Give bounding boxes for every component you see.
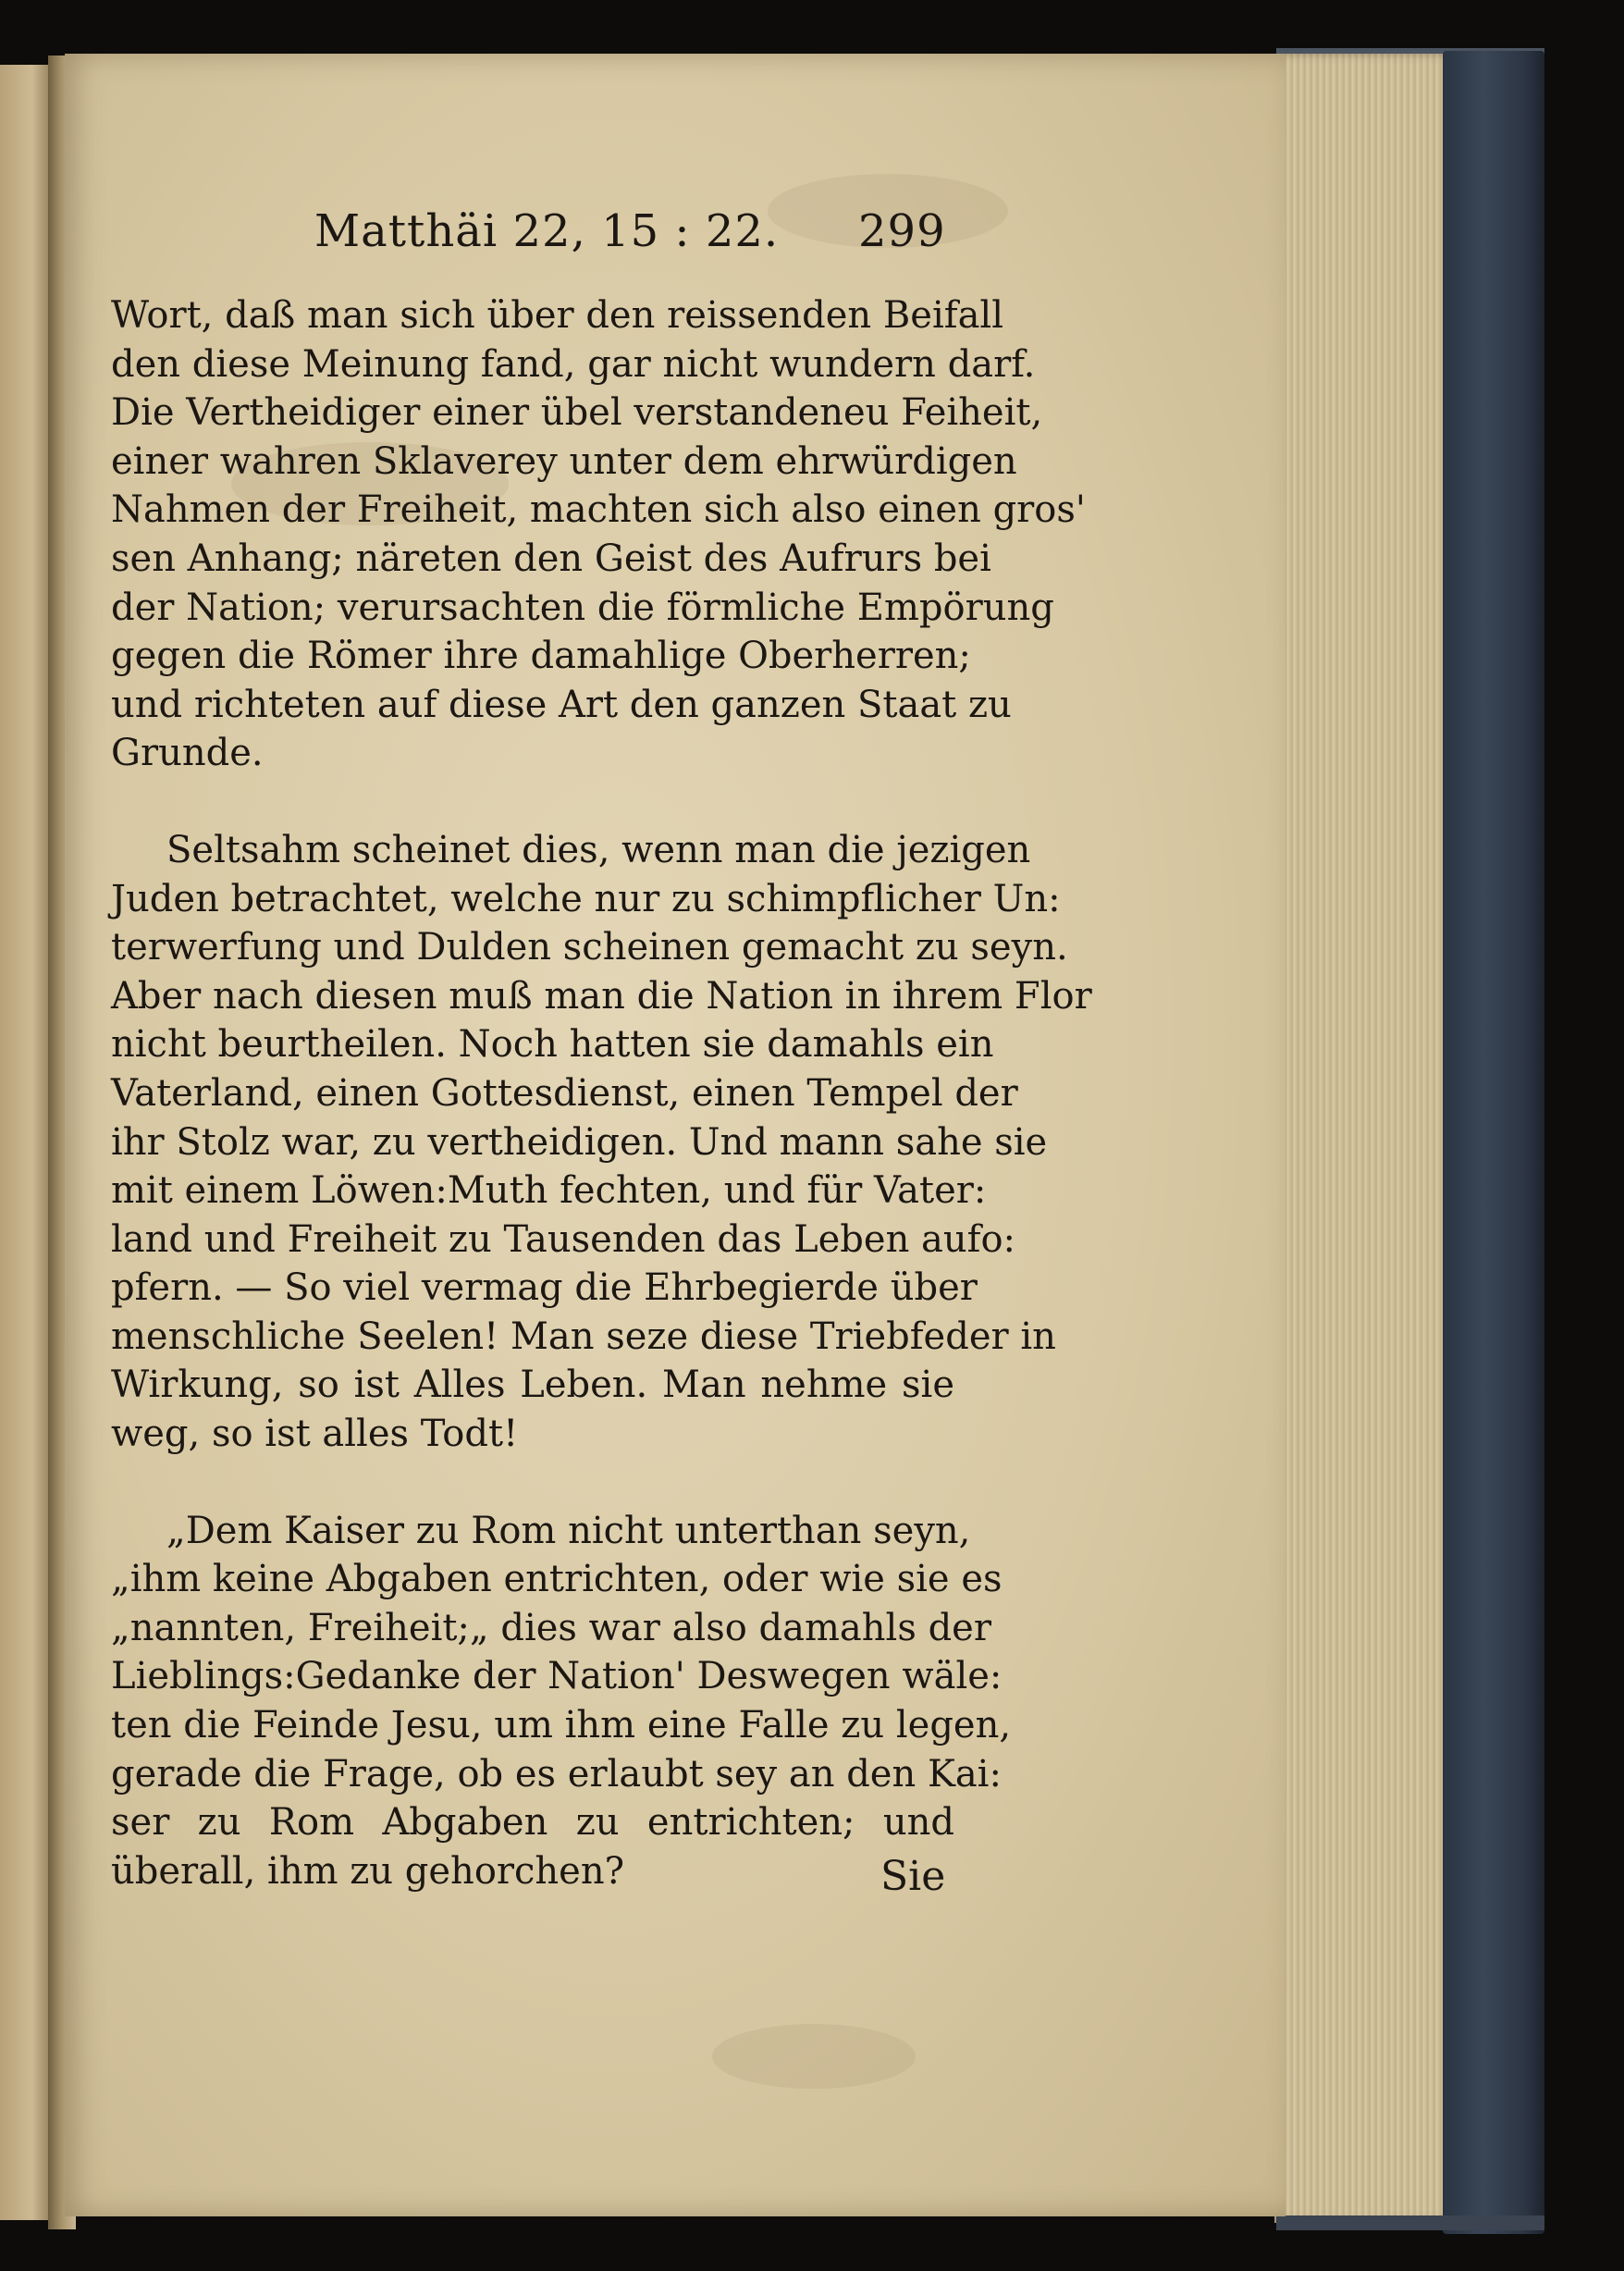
text-line: Aber nach diesen muß man die Nation in ihrem Flor [111,974,1092,1018]
text-line: ser zu Rom Abgaben zu entrichten; und [111,1801,954,1845]
text-line: Die Vertheidiger einer übel verstandeneu Feiheit, [111,391,1043,435]
text-line: Grunde. [111,732,264,775]
text-line: ihr Stolz war, zu vertheidigen. Und mann sahe sie [111,1120,1048,1164]
catchword: Sie [880,1853,946,1900]
text-line: weg, so ist alles Todt! [111,1413,519,1456]
text-line: ten die Feinde Jesu, um ihm eine Falle zu legen, [111,1704,1012,1747]
paragraph-gap [111,1459,954,1507]
text-line: Juden betrachtet, welche nur zu schimpflicher Un: [111,877,1061,920]
text-line: sen Anhang; näreten den Geist des Aufrurs bei [111,537,991,580]
text-line: „nannten, Freiheit;„ dies war also damahls der [111,1606,991,1649]
text-line: der Nation; verursachten die förmliche Empörung [111,586,1054,629]
text-line: nicht beurtheilen. Noch hatten sie damahls ein [111,1023,994,1067]
text-line: Vaterland, einen Gottesdienst, einen Tempel der [111,1071,1018,1115]
page-stain [712,2024,916,2089]
text-line: terwerfung und Dulden scheinen gemacht zu seyn. [111,926,1068,969]
paragraphs [111,291,1092,1895]
text-line: und richteten auf diese Art den ganzen Staat zu [111,683,1012,726]
text-line: Seltsahm scheinet dies, wenn man die jezigen [166,828,1031,871]
text-line: Wirkung, so ist Alles Leben. Man nehme sie [111,1364,954,1407]
text-line: gerade die Frage, ob es erlaubt sey an den Kai: [111,1752,1002,1796]
text-line: „Dem Kaiser zu Rom nicht unterthan seyn, [166,1509,971,1552]
cover-bottom-edge [1276,2215,1544,2230]
text-line: menschliche Seelen! Man seze diese Triebfeder in [111,1314,1056,1358]
text-line: einer wahren Sklaverey unter dem ehrwürdigen [111,439,1017,483]
text-line: den diese Meinung fand, gar nicht wundern darf. [111,342,1036,386]
paragraph [111,1507,1012,1896]
text-line: Wort, daß man sich über den reissenden Beifall [111,294,1003,337]
text-line: pfern. — So viel vermag die Ehrbegierde über [111,1266,978,1310]
text-line: „ihm keine Abgaben entrichten, oder wie sie es [111,1558,1003,1601]
text-line: mit einem Löwen:Muth fechten, und für Vater: [111,1169,987,1213]
page-block-edges [1274,54,1459,2223]
paragraph-gap [111,778,954,826]
text-line: Nahmen der Freiheit, machten sich also einen gros' [111,488,1086,532]
text-line: überall, ihm zu gehorchen? [111,1849,625,1893]
page-number: 299 [858,205,946,257]
text-line: land und Freiheit zu Tausenden das Leben aufo: [111,1217,1016,1261]
text-line: Lieblings:Gedanke der Nation' Deswegen wäle: [111,1655,1003,1698]
paragraph [111,291,1086,778]
book-cover [1443,51,1544,2234]
facing-page-edge [0,65,54,2220]
running-head: Matthäi 22, 15 : 22. [314,205,780,257]
body-text [111,291,1092,1895]
text-line: gegen die Römer ihre damahlige Oberherren; [111,635,971,678]
paragraph [111,826,1092,1459]
